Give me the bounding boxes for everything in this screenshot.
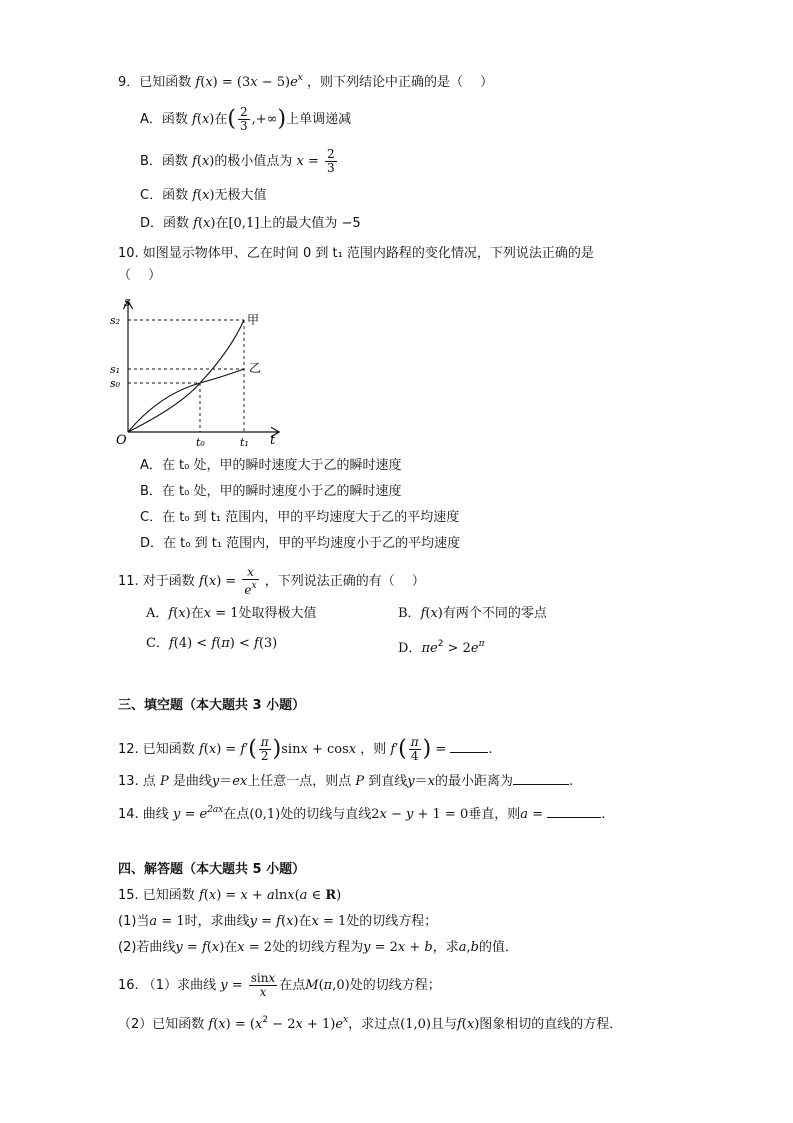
label-s: s [124, 296, 131, 310]
label-s1: s₁ [110, 363, 121, 376]
label-t1: t₁ [240, 436, 249, 449]
q14: 14. 曲线 $y = e^{2ax}$在点(0,1)处的切线与直线2x − y + 1 = 0垂直，则a = . [118, 805, 606, 822]
q10-option-a: A．在 t₀ 处，甲的瞬时速度大于乙的瞬时速度 [140, 458, 402, 473]
q10-option-c: C．在 t₀ 到 t₁ 范围内，甲的平均速度大于乙的平均速度 [140, 510, 460, 525]
q10-stem-paren: （ ） [118, 268, 162, 283]
q15-stem: 15. 已知函数 f(x) = x + alnx(a ∈ R) [118, 888, 342, 903]
q10-option-d: D．在 t₀ 到 t₁ 范围内，甲的平均速度小于乙的平均速度 [140, 536, 461, 551]
q9-stem: 9．已知函数 $f(x) = (3x - 5)e^x$ ，则下列结论中正确的是（ ） [118, 73, 494, 90]
curve-jia [128, 320, 244, 432]
q15-part1: (1)当a = 1时，求曲线y = f(x)在x = 1处的切线方程； [118, 914, 438, 929]
q15-part2: (2)若曲线y = f(x)在x = 2处的切线方程为y = 2x + b，求a,b的值． [118, 940, 518, 955]
q11-option-b: B．f(x)有两个不同的零点 [398, 606, 547, 621]
label-s2: s₂ [110, 314, 121, 327]
q16-part2: （2）已知函数 $f(x) = (x^2 - 2x + 1)e^x$，求过点(1,0)且与f(x)图象相切的直线的方程． [118, 1015, 623, 1032]
q14-answer-blank[interactable] [547, 805, 601, 818]
label-s0: s₀ [110, 377, 121, 390]
label-origin: O [116, 433, 127, 448]
q13: 13. 点 P 是曲线y＝ex上任意一点，则点 P 到直线y＝x的最小距离为 . [118, 774, 574, 789]
label-jia: 甲 [247, 313, 260, 327]
section-4-heading: 四、解答题（本大题共 5 小题） [118, 862, 306, 877]
q12-answer-blank[interactable] [450, 740, 488, 753]
q16-part1: 16. （1）求曲线 y = $\frac{\sin x}{x}$ 在点M(π,0)处的切线方程； [118, 971, 441, 999]
q9-option-c: C．函数 f(x)无极大值 [140, 188, 267, 203]
q9-option-d: D．函数 f(x)在[0,1]上的最大值为 −5 [140, 216, 361, 231]
q12: 12. 已知函数 f(x) = f′( $\frac{\pi}{2}$ )sinx + cosx ，则 f′( $\frac{\pi}{4}$ ) = . [118, 735, 493, 763]
label-yi: 乙 [249, 361, 262, 375]
q9-option-b: B．函数 f(x)的极小值点为 x = $\frac{2}{3}$ [140, 147, 335, 175]
q13-answer-blank[interactable] [513, 772, 569, 785]
q11-option-a: A．f(x)在x = 1处取得极大值 [146, 606, 317, 621]
q9-option-a: A．函数 f(x)在( $\frac{2}{3}$ ,+∞)上单调递减 [140, 105, 352, 133]
q10-graph [110, 296, 290, 452]
label-t0: t₀ [196, 436, 205, 449]
q10-option-b: B．在 t₀ 处，甲的瞬时速度小于乙的瞬时速度 [140, 484, 402, 499]
q11-option-d: D．$\pi e^2 > 2e^\pi$ [398, 639, 485, 656]
q10-stem: 10. 如图显示物体甲、乙在时间 0 到 t₁ 范围内路程的变化情况，下列说法正确的是 [118, 246, 594, 261]
section-3-heading: 三、填空题（本大题共 3 小题） [118, 698, 306, 713]
q11-option-c: C．f(4) < f(π) < f(3) [146, 636, 278, 651]
q11-stem: 11. 对于函数 f(x) = $\frac{x}{e^x}$ ，下列说法正确的有（ ） [118, 565, 425, 597]
label-t: t [270, 433, 276, 448]
